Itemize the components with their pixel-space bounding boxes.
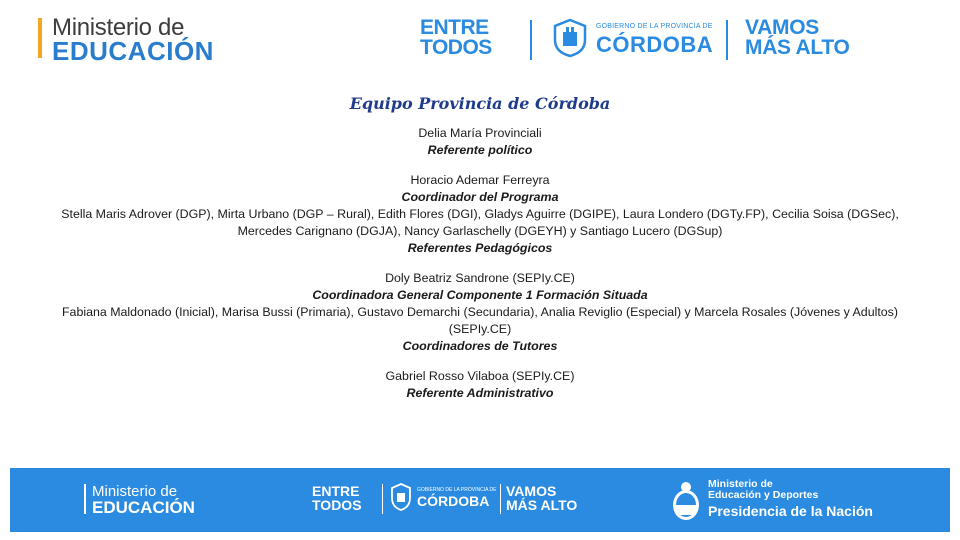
cordoba-logo-subtitle: GOBIERNO DE LA PROVINCIA DE [596, 23, 713, 30]
member-role: Referentes Pedagógicos [407, 241, 553, 255]
logo-divider [726, 20, 728, 60]
footer-entre-todos-logo [312, 484, 362, 512]
team-listing [60, 94, 900, 415]
member-names: Stella Maris Adrover (DGP), Mirta Urbano (DGP – Rural), Edith Flores (DGI), Gladys Aguirre (DGIPE), Laura Londero (DGTy.FP), Cecilia Soisa (DGSec), Mercedes Carignano (DGJA), Nancy Garlaschelly (DGEYH) y Santiago Lucero (DGSup) [61, 207, 899, 238]
footer-vamos-logo [506, 484, 577, 512]
logo-divider [530, 20, 532, 60]
footer-banner [10, 468, 950, 532]
member-role: Coordinadora General Componente 1 Formación Situada [312, 288, 648, 302]
nacion-line1: Ministerio de [708, 478, 773, 490]
footer-entre-line1: ENTRE [312, 483, 360, 499]
team-block [60, 368, 900, 402]
footer-entre-line2: TODOS [312, 497, 362, 513]
member-role: Referente Administrativo [406, 386, 554, 400]
footer-ministerio-line1: Ministerio de [92, 483, 178, 500]
member-names: Delia María Provinciali [418, 126, 542, 140]
cordoba-emblem-icon [552, 18, 588, 58]
footer-ministerio-line2: EDUCACIÓN [92, 498, 195, 517]
ministerio-logo-line2: EDUCACIÓN [52, 36, 214, 66]
ministerio-logo-line1: Ministerio de [52, 14, 185, 41]
member-role: Coordinadores de Tutores [402, 339, 558, 353]
footer-vamos-line2: MÁS ALTO [506, 497, 578, 513]
footer-cordoba-emblem-icon [390, 483, 412, 511]
team-block [60, 125, 900, 159]
footer-divider [382, 484, 383, 514]
member-names: Horacio Ademar Ferreyra [410, 173, 550, 187]
cordoba-logo-title: CÓRDOBA [596, 32, 714, 57]
vamos-line1: VAMOS [745, 16, 819, 39]
member-role: Coordinador del Programa [401, 190, 559, 204]
footer-logo-bar [84, 484, 86, 514]
logo-accent-bar [38, 18, 42, 58]
vamos-mas-alto-logo [745, 18, 850, 58]
member-names: Doly Beatriz Sandrone (SEPIy.CE) [385, 271, 575, 285]
footer-cordoba-title: CÓRDOBA [417, 493, 490, 509]
nacion-line3: Presidencia de la Nación [708, 503, 873, 519]
member-names: Gabriel Rosso Vilaboa (SEPIy.CE) [385, 369, 575, 383]
entre-line2: TODOS [420, 36, 492, 59]
argentina-coat-of-arms-icon [670, 480, 702, 522]
member-role: Referente político [427, 143, 533, 157]
member-names: Fabiana Maldonado (Inicial), Marisa Bussi (Primaria), Gustavo Demarchi (Secundaria), Analia Reviglio (Especial) y Marcela Rosales (Jóvenes y Adultos) (SEPIy.CE) [61, 305, 899, 336]
team-block [60, 206, 900, 257]
team-block [60, 270, 900, 304]
footer-divider [500, 484, 501, 514]
page-title: Equipo Provincia de Córdoba [349, 94, 611, 113]
entre-line1: ENTRE [420, 16, 489, 39]
team-block [60, 172, 900, 206]
header-logos [0, 0, 960, 90]
entre-todos-logo [420, 18, 492, 58]
team-block [60, 304, 900, 355]
vamos-line2: MÁS ALTO [745, 36, 850, 59]
footer-cordoba-subtitle: GOBIERNO DE LA PROVINCIA DE [417, 487, 497, 493]
footer-vamos-line1: VAMOS [506, 483, 557, 499]
nacion-line2: Educación y Deportes [708, 489, 819, 501]
